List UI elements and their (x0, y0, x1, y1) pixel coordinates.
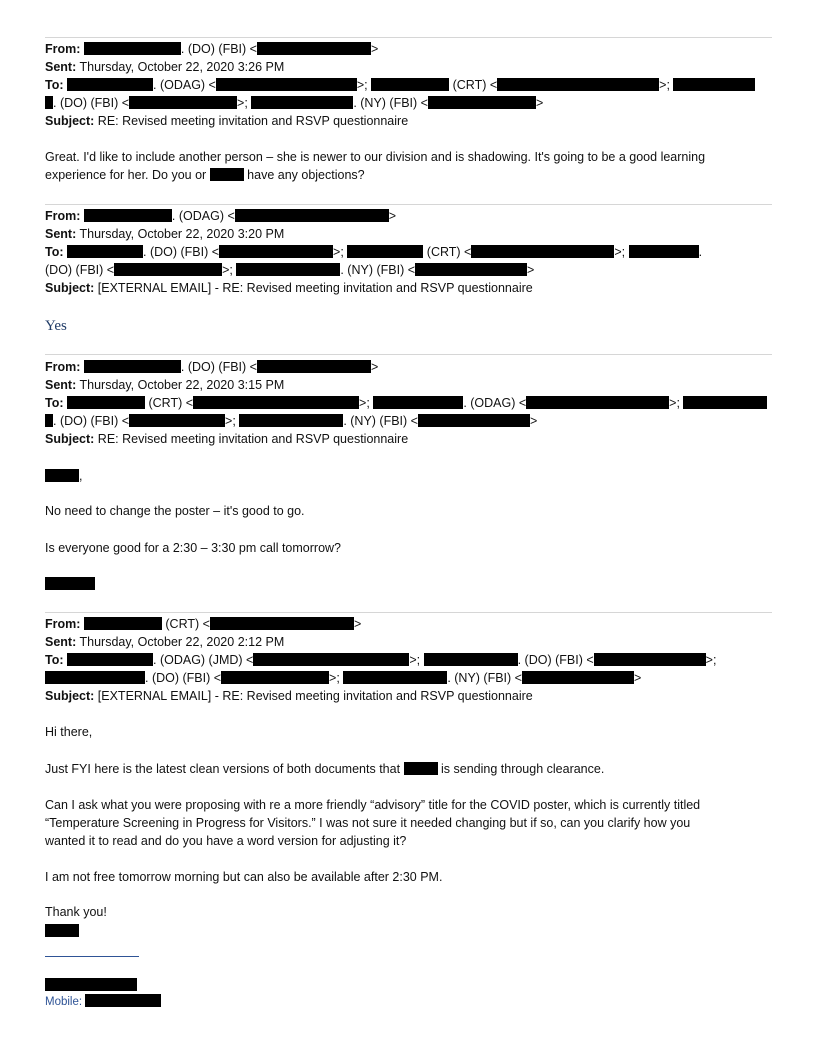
redaction (67, 78, 153, 91)
msg3-body-line-1: No need to change the poster – it's good to go. (45, 504, 305, 518)
redaction (219, 245, 333, 258)
redaction (418, 414, 530, 427)
redaction (236, 263, 340, 276)
redaction (216, 78, 357, 91)
redaction (347, 245, 423, 258)
redaction (371, 78, 449, 91)
msg4-thanks: Thank you! (45, 905, 107, 919)
redaction (67, 396, 145, 409)
msg3-sent-line: Sent: Thursday, October 22, 2020 3:15 PM (45, 378, 285, 392)
msg2-from-line: From: . (ODAG) < > (45, 209, 397, 223)
msg4-signature-name (45, 922, 79, 940)
message-separator (45, 612, 772, 613)
redaction (251, 96, 353, 109)
redaction (193, 396, 359, 409)
redaction (239, 414, 343, 427)
redaction (683, 396, 767, 409)
redaction (45, 671, 145, 684)
redaction (45, 469, 79, 482)
redaction (471, 245, 614, 258)
from-label: From: (45, 42, 81, 56)
msg1-from-line: From: . (DO) (FBI) < > (45, 42, 379, 56)
to-label: To: (45, 78, 64, 92)
redaction (210, 168, 244, 181)
redaction (257, 360, 371, 373)
msg3-subject-line: Subject: RE: Revised meeting invitation and RSVP questionnaire (45, 432, 409, 446)
redaction (673, 78, 755, 91)
msg4-from-line: From: (CRT) < > (45, 617, 362, 631)
msg4-paragraph-2-line-1: Can I ask what you were proposing with re a more friendly “advisory” title for the COVID poster, which is currently titled (45, 798, 701, 812)
msg2-sent-line: Sent: Thursday, October 22, 2020 3:20 PM (45, 227, 285, 241)
redaction (526, 396, 669, 409)
msg2-body: Yes (45, 318, 67, 334)
msg4-signature-title (45, 976, 137, 994)
msg1-subject-line: Subject: RE: Revised meeting invitation and RSVP questionnaire (45, 114, 409, 128)
redaction (84, 360, 181, 373)
msg2-to-line-2: (DO) (FBI) < >; . (NY) (FBI) < > (45, 263, 535, 277)
redaction (210, 617, 354, 630)
msg3-body-line-2: Is everyone good for a 2:30 – 3:30 pm call tomorrow? (45, 541, 341, 555)
message-separator (45, 37, 772, 38)
redaction (129, 96, 237, 109)
msg2-to-line-1: To: . (DO) (FBI) < >; (CRT) < >; . (45, 245, 703, 259)
msg1-sent-line: Sent: Thursday, October 22, 2020 3:26 PM (45, 60, 285, 74)
msg3-from-line: From: . (DO) (FBI) < > (45, 360, 379, 374)
message-separator (45, 204, 772, 205)
mobile-label: Mobile: (45, 996, 83, 1008)
redaction (424, 653, 518, 666)
redaction (45, 924, 79, 937)
redaction (522, 671, 634, 684)
redaction (221, 671, 329, 684)
msg4-to-line-2: . (DO) (FBI) < >; . (NY) (FBI) < > (45, 669, 641, 687)
msg4-subject-line: Subject: [EXTERNAL EMAIL] - RE: Revised meeting invitation and RSVP questionnaire (45, 689, 533, 703)
redaction (343, 671, 447, 684)
msg4-paragraph-3: I am not free tomorrow morning but can also be available after 2:30 PM. (45, 870, 443, 884)
msg1-body-line-2: experience for her. Do you or have any objections? (45, 168, 365, 182)
redaction (84, 617, 162, 630)
msg1-to-line-2: . (DO) (FBI) < >; . (NY) (FBI) < > (45, 94, 543, 112)
msg4-greeting: Hi there, (45, 725, 93, 739)
msg2-subject-line: Subject: [EXTERNAL EMAIL] - RE: Revised meeting invitation and RSVP questionnaire (45, 281, 533, 295)
msg4-sent-line: Sent: Thursday, October 22, 2020 2:12 PM (45, 635, 285, 649)
msg4-paragraph-2-line-3: wanted it to read and do you have a word version for adjusting it? (45, 834, 407, 848)
redaction (404, 762, 438, 775)
redaction (257, 42, 371, 55)
redaction (67, 245, 143, 258)
msg4-paragraph-2-line-2: “Temperature Screening in Progress for Visitors.” I was not sure it needed changing but if so, can you clarify how you (45, 816, 691, 830)
sent-label: Sent: (45, 60, 77, 74)
signature-underline (45, 956, 139, 957)
msg3-signature (45, 575, 95, 593)
redaction (114, 263, 222, 276)
redaction (373, 396, 463, 409)
msg1-body-line-1: Great. I'd like to include another person – she is newer to our division and is shadowing. It's going to be a good learning (45, 150, 706, 164)
msg3-to-line-1: To: (CRT) < >; . (ODAG) < >; (45, 394, 767, 412)
redaction (129, 414, 225, 427)
message-separator (45, 354, 772, 355)
redaction (45, 978, 137, 991)
msg3-greeting: , (45, 467, 82, 485)
redaction (84, 209, 172, 222)
redaction (253, 653, 409, 666)
msg4-to-line-1: To: . (ODAG) (JMD) < >; . (DO) (FBI) < >; (45, 653, 717, 667)
subject-label: Subject: (45, 114, 95, 128)
redaction (45, 96, 53, 109)
redaction (415, 263, 527, 276)
redaction (45, 414, 53, 427)
redaction (629, 245, 699, 258)
redaction (45, 577, 95, 590)
msg4-mobile-line (45, 993, 161, 1011)
redaction (428, 96, 536, 109)
redaction (594, 653, 706, 666)
redaction (497, 78, 659, 91)
redaction (67, 653, 153, 666)
redaction (235, 209, 389, 222)
msg3-to-line-2: . (DO) (FBI) < >; . (NY) (FBI) < > (45, 412, 537, 430)
redaction (84, 42, 181, 55)
redaction (85, 994, 161, 1007)
msg4-paragraph-1: Just FYI here is the latest clean versions of both documents that is sending through clearance. (45, 762, 605, 776)
msg1-to-line-1: To: . (ODAG) < >; (CRT) < >; (45, 76, 755, 94)
